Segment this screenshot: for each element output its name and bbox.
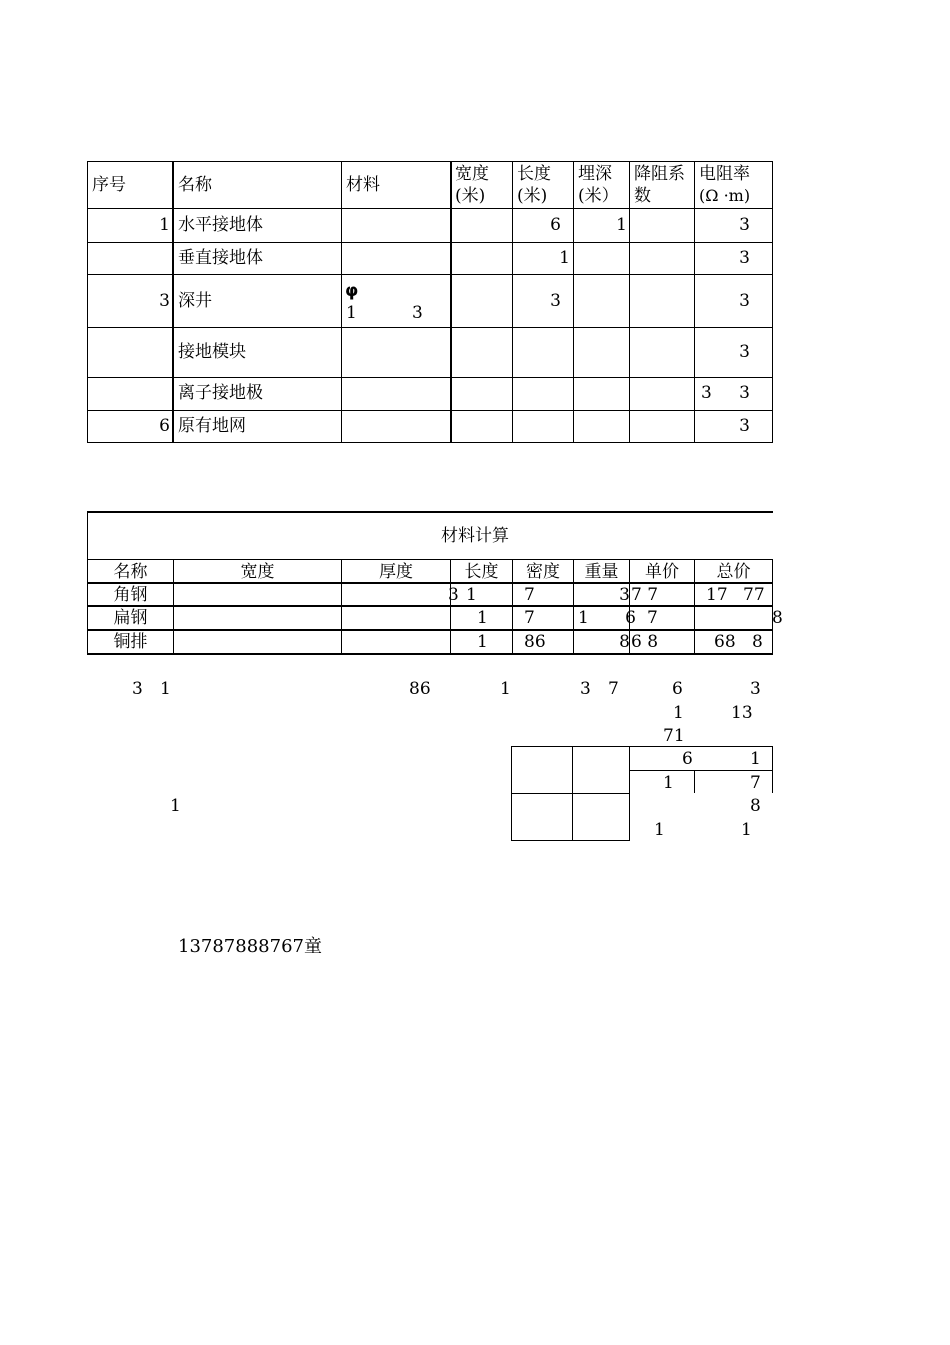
row2-length: 1	[559, 248, 570, 268]
extra-r5-0: 1	[663, 773, 674, 793]
row3-mat-symbol: φ	[345, 281, 359, 301]
row1-length: 6	[550, 215, 561, 235]
calc-row1-price: 7 7	[631, 585, 659, 605]
calc-row3-length: 1	[477, 632, 488, 652]
header-name: 名称	[178, 175, 212, 195]
extra-r7-1: 1	[741, 820, 752, 840]
calc-header-name: 名称	[113, 562, 148, 582]
calc-row1-density: 7	[524, 585, 535, 605]
header-material: 材料	[346, 175, 380, 195]
calc-row3-price: 6 8	[631, 632, 659, 652]
calc-title: 材料计算	[441, 526, 509, 546]
extra-r1-1: 1	[160, 679, 171, 699]
row1-depth: 1	[616, 215, 627, 235]
extra-r1-0: 3	[132, 679, 143, 699]
row6-seq: 6	[159, 416, 170, 436]
contact-text: 13787888767童	[178, 936, 322, 957]
calc-row2-price: 7	[647, 608, 658, 628]
extra-r2-0: 1	[673, 703, 684, 723]
calc-row1-total-a: 17	[706, 585, 728, 605]
row5-res-a: 3	[701, 383, 712, 403]
calc-row2-density: 7	[524, 608, 535, 628]
calc-row3-weight: 8	[619, 632, 630, 652]
header-res-l2: (Ω ·m)	[699, 186, 751, 205]
header-seq: 序号	[92, 175, 126, 195]
calc-header-weight: 重量	[584, 562, 619, 582]
calc-row2-name: 扁钢	[113, 608, 148, 628]
calc-header-density: 密度	[526, 562, 560, 582]
row3-name: 深井	[178, 291, 212, 311]
extra-r2-1: 13	[731, 703, 753, 723]
calc-row2-weight: 6	[625, 608, 636, 628]
row3-mat-b: 3	[412, 303, 423, 323]
header-depth-l1: 埋深	[578, 164, 612, 184]
calc-row2-length: 1	[477, 608, 488, 628]
row4-res: 3	[739, 342, 750, 362]
extra-r1-2: 86	[409, 679, 431, 699]
extra-r1-6: 6	[672, 679, 683, 699]
extra-r5-1: 7	[750, 773, 761, 793]
calc-row2-weight-a: 1	[578, 608, 589, 628]
calc-row3-name: 铜排	[113, 632, 148, 652]
header-width-l1: 宽度	[455, 164, 489, 184]
row3-seq: 3	[159, 291, 170, 311]
extra-r7-0: 1	[654, 820, 665, 840]
extra-r1-5: 7	[608, 679, 619, 699]
extra-r1-7: 3	[750, 679, 761, 699]
header-coef-l2: 数	[634, 186, 651, 206]
calc-row1-total-b: 77	[743, 585, 765, 605]
calc-row3-total-a: 68	[714, 632, 736, 652]
header-length-l1: 长度	[517, 164, 551, 184]
row3-res: 3	[739, 291, 750, 311]
row5-res: 3	[739, 383, 750, 403]
calc-row2-overflow: 8	[772, 608, 783, 628]
row1-seq: 1	[159, 215, 170, 235]
extra-r3-0: 71	[663, 726, 685, 746]
calc-row3-total-b: 8	[752, 632, 763, 652]
header-width-l2: (米)	[455, 186, 486, 206]
calc-header-thickness: 厚度	[379, 562, 413, 582]
row3-length: 3	[550, 291, 561, 311]
row1-res: 3	[739, 215, 750, 235]
calc-header-unit-price: 单价	[645, 562, 679, 582]
row4-name: 接地模块	[178, 342, 246, 362]
row6-name: 原有地网	[178, 416, 246, 436]
extra-r6-left: 1	[170, 796, 181, 816]
header-coef-l1: 降阻系	[634, 164, 685, 184]
extra-r6-right: 8	[750, 796, 761, 816]
calc-row1-weight: 3	[619, 585, 630, 605]
calc-row3-density: 86	[524, 632, 546, 652]
row6-res: 3	[739, 416, 750, 436]
calc-header-total: 总价	[716, 562, 751, 582]
row5-name: 离子接地极	[178, 383, 263, 403]
extra-r4-0: 6	[682, 749, 693, 769]
row2-name: 垂直接地体	[178, 248, 263, 268]
calc-header-length: 长度	[464, 562, 499, 582]
header-res-l1: 电阻率	[699, 164, 750, 184]
extra-r1-4: 3	[580, 679, 591, 699]
row2-res: 3	[739, 248, 750, 268]
extra-r4-1: 1	[750, 749, 761, 769]
row1-name: 水平接地体	[178, 215, 263, 235]
extra-r1-3: 1	[500, 679, 511, 699]
row3-mat-a: 1	[346, 303, 357, 323]
header-length-l2: (米)	[517, 186, 548, 206]
header-depth-l2: (米）	[578, 186, 619, 206]
calc-row1-length: 1	[466, 585, 477, 605]
calc-row1-length-a: 3	[448, 585, 459, 605]
calc-header-width: 宽度	[240, 562, 275, 582]
calc-row1-name: 角钢	[113, 585, 148, 605]
